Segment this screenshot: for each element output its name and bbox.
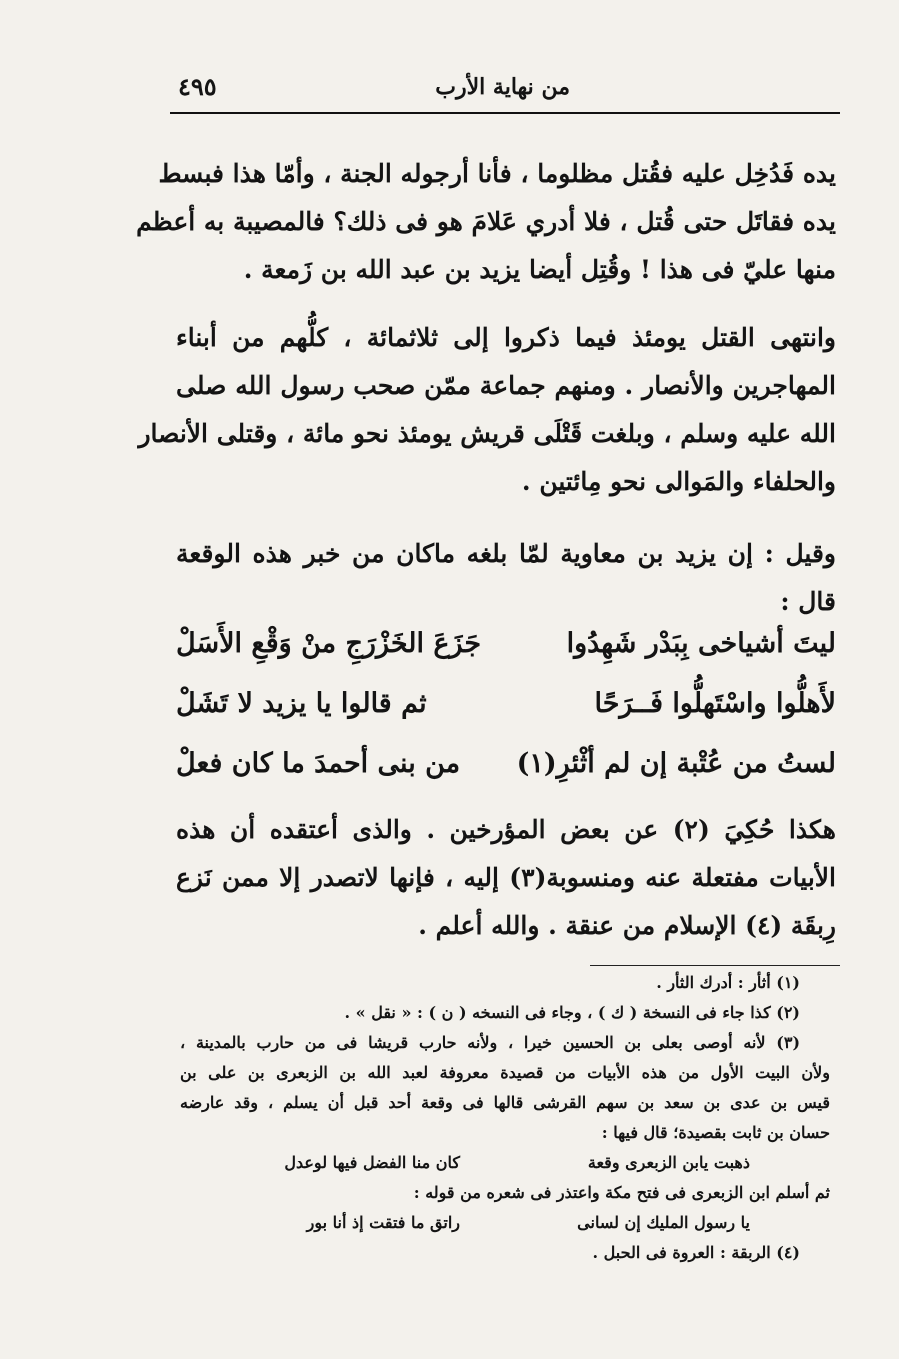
footnote-4: (٤) الربقة : العروة فى الحبل . xyxy=(592,1243,800,1262)
text-line: وقيل : إن يزيد بن معاوية لمّا بلغه ماكان من خبر هذه الوقعة xyxy=(176,539,836,568)
footnote-verse-hemistich-1: يا رسول المليك إن لسانى xyxy=(577,1213,750,1232)
text-line: يده فقاتَل حتى قُتل ، فلا أدري عَلامَ هو فى ذلك؟ فالمصيبة به أعظم xyxy=(136,207,836,236)
footnote-3-line: ولأن البيت الأول من هذه الأبيات من قصيدة معروفة لعبد الله بن الزبعرى بن على بن xyxy=(180,1063,830,1082)
verse-line xyxy=(176,748,836,808)
verse-hemistich-2: من بنى أحمدَ ما كان فعلْ xyxy=(176,748,461,779)
verse-line xyxy=(176,688,836,748)
footnote-verse-hemistich-1: ذهبت يابن الزبعرى وقعة xyxy=(587,1153,750,1172)
footnote-3-line: حسان بن ثابت بقصيدة؛ قال فيها : xyxy=(601,1123,830,1142)
text-line: الله عليه وسلم ، وبلغت قَتْلَى قريش يومئذ نحو مائة ، وقتلى الأنصار xyxy=(138,419,836,448)
footnote-2: (٢) كذا جاء فى النسخة ( ك ) ، وجاء فى النسخه ( ن ) : « نقل » . xyxy=(344,1003,800,1022)
verse-hemistich-1: لستُ من عُتْبة إن لم أثْئرِ(١) xyxy=(516,748,836,779)
footnote-3-line: قيس بن عدى بن سعد بن سهم القرشى قالها فى وقعة أحد قبل أن يسلم ، وقد عارضه xyxy=(180,1093,830,1112)
paragraph-1 xyxy=(136,150,836,294)
text-line: هكذا حُكِيَ (٢) عن بعض المؤرخين . والذى أعتقده أن هذه xyxy=(176,815,836,844)
verse-line xyxy=(176,628,836,688)
footnote-verse-hemistich-2: راتق ما فتقت إذ أنا بور xyxy=(306,1213,460,1232)
text-line: وانتهى القتل يومئذ فيما ذكروا إلى ثلاثمائة ، كلُّهم من أبناء xyxy=(176,323,836,352)
text-line: يده فَدُخِل عليه فقُتل مظلوما ، فأنا أرجوله الجنة ، وأمّا هذا فبسط xyxy=(158,159,836,188)
verse-hemistich-2: ثم قالوا يا يزيد لا تَشَلْ xyxy=(176,688,427,719)
running-header xyxy=(170,66,840,114)
page-number: ٤٩٥ xyxy=(178,72,217,101)
verse-hemistich-1: لأَهلُّوا واسْتَهلُّوا فَــرَحًا xyxy=(594,688,836,719)
footnote-3-line: (٣) لأنه أوصى بعلى بن الحسين خيرا ، ولأنه حارب قريشا فى من حارب بالمدينة ، xyxy=(180,1033,801,1052)
verse-hemistich-1: ليتَ أشياخى بِبَدْر شَهِدُوا xyxy=(566,628,836,659)
footnote-1: (١) أثأر : أدرك الثأر . xyxy=(656,973,800,992)
verse-hemistich-2: جَزَعَ الخَزْرَجِ منْ وَقْعِ الأَسَلْ xyxy=(176,628,482,659)
text-line: الأبيات مفتعلة عنه ومنسوبة(٣) إليه ، فإنها لاتصدر إلا ممن نَزع xyxy=(176,863,836,892)
footnote-3-line: ثم أسلم ابن الزبعرى فى فتح مكة واعتذر فى شعره من قوله : xyxy=(413,1183,830,1202)
paragraph-4 xyxy=(176,806,836,950)
poem xyxy=(176,628,836,808)
text-line: والحلفاء والمَوالى نحو مِائتين . xyxy=(521,467,836,496)
text-line: رِبقَة (٤) الإسلام من عنقة . والله أعلم . xyxy=(418,911,836,940)
footnote-verse-hemistich-2: كان منا الفضل فيها لوعدل xyxy=(284,1153,460,1172)
footnote-divider xyxy=(590,965,840,966)
paragraph-3 xyxy=(176,530,836,626)
footnote-verse xyxy=(180,1208,830,1238)
text-line: منها عليّ فى هذا ! وقُتِل أيضا يزيد بن عبد الله بن زَمعة . xyxy=(243,255,836,284)
text-line: قال : xyxy=(780,587,836,616)
text-line: المهاجرين والأنصار . ومنهم جماعة ممّن صحب رسول الله صلى xyxy=(176,371,836,400)
footnotes xyxy=(180,968,830,1268)
paragraph-2 xyxy=(138,314,836,506)
header-title: من نهاية الأرب xyxy=(435,74,570,100)
footnote-verse xyxy=(180,1148,830,1178)
